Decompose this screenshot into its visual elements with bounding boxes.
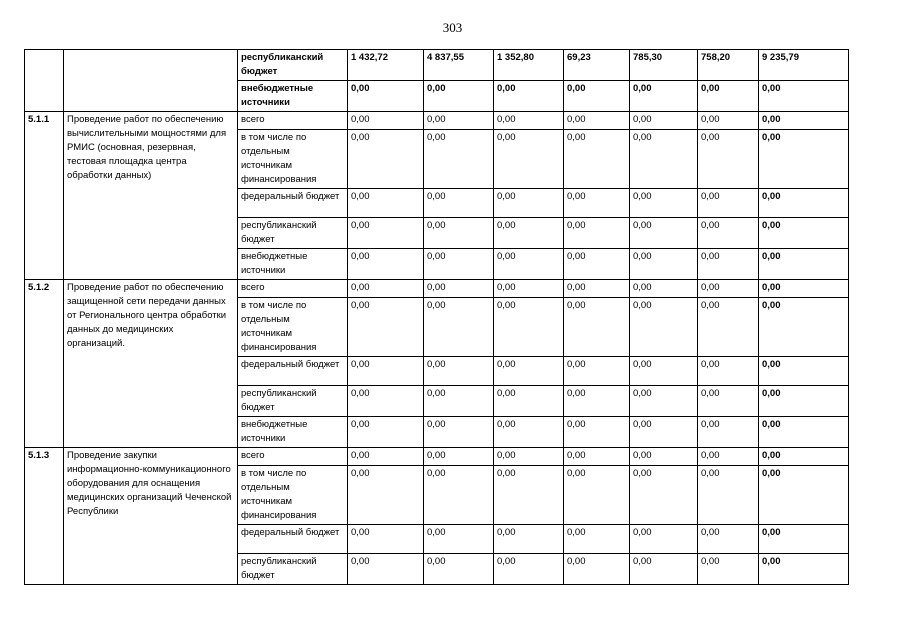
value-cell: 0,00 xyxy=(698,280,759,298)
source-cell: внебюджетные источники xyxy=(238,249,348,280)
value-cell: 0,00 xyxy=(698,249,759,280)
value-cell: 0,00 xyxy=(564,417,630,448)
value-cell: 0,00 xyxy=(348,218,424,249)
value-cell: 0,00 xyxy=(564,112,630,130)
value-cell: 0,00 xyxy=(759,280,849,298)
value-cell: 0,00 xyxy=(494,554,564,585)
value-cell: 0,00 xyxy=(494,466,564,525)
table-body xyxy=(25,50,849,585)
item-title: Проведение работ по обеспечению защищенной сети передачи данных от Регионального центра обработки данных до медицинских организаций. xyxy=(64,280,238,448)
value-cell: 0,00 xyxy=(564,298,630,357)
value-cell: 0,00 xyxy=(759,466,849,525)
value-cell: 0,00 xyxy=(630,466,698,525)
source-cell: в том числе по отдельным источникам финансирования xyxy=(238,466,348,525)
value-cell: 0,00 xyxy=(630,386,698,417)
value-cell: 0,00 xyxy=(494,81,564,112)
value-cell: 0,00 xyxy=(348,298,424,357)
value-cell: 0,00 xyxy=(564,525,630,554)
source-cell: всего xyxy=(238,448,348,466)
value-cell: 0,00 xyxy=(424,417,494,448)
value-cell: 0,00 xyxy=(698,218,759,249)
source-cell: республиканский бюджет xyxy=(238,50,348,81)
item-title: Проведение закупки информационно-коммуникационного оборудования для оснащения медицинских организаций Чеченской Республики xyxy=(64,448,238,585)
value-cell: 0,00 xyxy=(494,218,564,249)
value-cell: 0,00 xyxy=(424,189,494,218)
source-cell: федеральный бюджет xyxy=(238,189,348,218)
value-cell: 0,00 xyxy=(424,280,494,298)
value-cell: 0,00 xyxy=(630,554,698,585)
value-cell: 0,00 xyxy=(494,448,564,466)
value-cell: 9 235,79 xyxy=(759,50,849,81)
value-cell: 0,00 xyxy=(564,81,630,112)
value-cell: 0,00 xyxy=(630,357,698,386)
source-cell: республиканский бюджет xyxy=(238,218,348,249)
value-cell: 0,00 xyxy=(630,218,698,249)
value-cell: 0,00 xyxy=(698,130,759,189)
value-cell: 0,00 xyxy=(759,298,849,357)
value-cell: 0,00 xyxy=(698,386,759,417)
value-cell: 0,00 xyxy=(494,298,564,357)
value-cell: 0,00 xyxy=(424,130,494,189)
value-cell: 0,00 xyxy=(494,417,564,448)
value-cell: 0,00 xyxy=(564,554,630,585)
value-cell: 0,00 xyxy=(698,448,759,466)
page-number: 303 xyxy=(442,20,463,35)
value-cell: 0,00 xyxy=(698,112,759,130)
value-cell: 0,00 xyxy=(759,554,849,585)
value-cell: 0,00 xyxy=(348,466,424,525)
item-title: Проведение работ по обеспечению вычислительными мощностями для РМИС (основная, резервная, тестовая площадка центра обработки данных) xyxy=(64,112,238,280)
item-code: 5.1.1 xyxy=(25,112,64,280)
budget-table xyxy=(24,49,849,585)
value-cell: 0,00 xyxy=(630,112,698,130)
source-cell: всего xyxy=(238,112,348,130)
value-cell: 0,00 xyxy=(759,357,849,386)
value-cell: 0,00 xyxy=(630,280,698,298)
value-cell: 0,00 xyxy=(698,417,759,448)
value-cell: 0,00 xyxy=(424,554,494,585)
value-cell: 0,00 xyxy=(424,466,494,525)
value-cell: 0,00 xyxy=(494,357,564,386)
value-cell: 0,00 xyxy=(630,189,698,218)
value-cell: 0,00 xyxy=(630,448,698,466)
source-cell: федеральный бюджет xyxy=(238,357,348,386)
value-cell: 0,00 xyxy=(630,525,698,554)
value-cell: 0,00 xyxy=(698,189,759,218)
value-cell: 0,00 xyxy=(630,81,698,112)
value-cell: 0,00 xyxy=(630,249,698,280)
value-cell: 0,00 xyxy=(759,81,849,112)
value-cell: 0,00 xyxy=(424,357,494,386)
value-cell: 0,00 xyxy=(630,130,698,189)
item-code: 5.1.3 xyxy=(25,448,64,585)
value-cell: 0,00 xyxy=(698,466,759,525)
value-cell: 0,00 xyxy=(348,130,424,189)
value-cell: 0,00 xyxy=(494,525,564,554)
value-cell: 0,00 xyxy=(348,249,424,280)
value-cell: 0,00 xyxy=(698,525,759,554)
table-row xyxy=(25,280,849,298)
value-cell: 0,00 xyxy=(759,249,849,280)
value-cell: 0,00 xyxy=(698,298,759,357)
value-cell: 4 837,55 xyxy=(424,50,494,81)
value-cell: 0,00 xyxy=(759,386,849,417)
value-cell: 0,00 xyxy=(424,81,494,112)
value-cell: 0,00 xyxy=(698,554,759,585)
value-cell: 0,00 xyxy=(424,525,494,554)
value-cell: 0,00 xyxy=(494,130,564,189)
source-cell: федеральный бюджет xyxy=(238,525,348,554)
value-cell: 1 432,72 xyxy=(348,50,424,81)
value-cell: 0,00 xyxy=(494,386,564,417)
value-cell: 0,00 xyxy=(348,81,424,112)
value-cell: 0,00 xyxy=(759,525,849,554)
value-cell: 0,00 xyxy=(564,189,630,218)
value-cell: 0,00 xyxy=(564,386,630,417)
value-cell: 0,00 xyxy=(348,386,424,417)
value-cell: 0,00 xyxy=(348,189,424,218)
value-cell: 758,20 xyxy=(698,50,759,81)
table-row xyxy=(25,448,849,466)
source-cell: внебюджетные источники xyxy=(238,81,348,112)
value-cell: 0,00 xyxy=(759,417,849,448)
value-cell: 0,00 xyxy=(698,357,759,386)
value-cell: 0,00 xyxy=(424,249,494,280)
value-cell: 0,00 xyxy=(564,130,630,189)
value-cell: 785,30 xyxy=(630,50,698,81)
value-cell: 0,00 xyxy=(564,218,630,249)
source-cell: в том числе по отдельным источникам финансирования xyxy=(238,130,348,189)
value-cell: 0,00 xyxy=(759,218,849,249)
source-cell: республиканский бюджет xyxy=(238,554,348,585)
value-cell: 0,00 xyxy=(630,417,698,448)
value-cell: 0,00 xyxy=(348,448,424,466)
title-cell xyxy=(64,50,238,112)
value-cell: 0,00 xyxy=(630,298,698,357)
value-cell: 0,00 xyxy=(348,417,424,448)
value-cell: 0,00 xyxy=(564,357,630,386)
value-cell: 0,00 xyxy=(348,357,424,386)
value-cell: 0,00 xyxy=(494,280,564,298)
code-cell xyxy=(25,50,64,112)
value-cell: 0,00 xyxy=(494,249,564,280)
value-cell: 0,00 xyxy=(759,189,849,218)
value-cell: 0,00 xyxy=(564,249,630,280)
value-cell: 0,00 xyxy=(424,218,494,249)
source-cell: в том числе по отдельным источникам финансирования xyxy=(238,298,348,357)
value-cell: 0,00 xyxy=(759,112,849,130)
source-cell: всего xyxy=(238,280,348,298)
value-cell: 0,00 xyxy=(698,81,759,112)
value-cell: 0,00 xyxy=(424,448,494,466)
value-cell: 0,00 xyxy=(348,280,424,298)
value-cell: 0,00 xyxy=(348,525,424,554)
source-cell: внебюджетные источники xyxy=(238,417,348,448)
table-row xyxy=(25,50,849,81)
value-cell: 0,00 xyxy=(759,448,849,466)
value-cell: 0,00 xyxy=(494,189,564,218)
value-cell: 0,00 xyxy=(424,298,494,357)
value-cell: 0,00 xyxy=(759,130,849,189)
value-cell: 0,00 xyxy=(494,112,564,130)
value-cell: 0,00 xyxy=(564,280,630,298)
item-code: 5.1.2 xyxy=(25,280,64,448)
value-cell: 0,00 xyxy=(348,112,424,130)
value-cell: 0,00 xyxy=(424,112,494,130)
value-cell: 0,00 xyxy=(348,554,424,585)
value-cell: 0,00 xyxy=(564,466,630,525)
source-cell: республиканский бюджет xyxy=(238,386,348,417)
value-cell: 1 352,80 xyxy=(494,50,564,81)
value-cell: 69,23 xyxy=(564,50,630,81)
table-row xyxy=(25,112,849,130)
value-cell: 0,00 xyxy=(564,448,630,466)
value-cell: 0,00 xyxy=(424,386,494,417)
